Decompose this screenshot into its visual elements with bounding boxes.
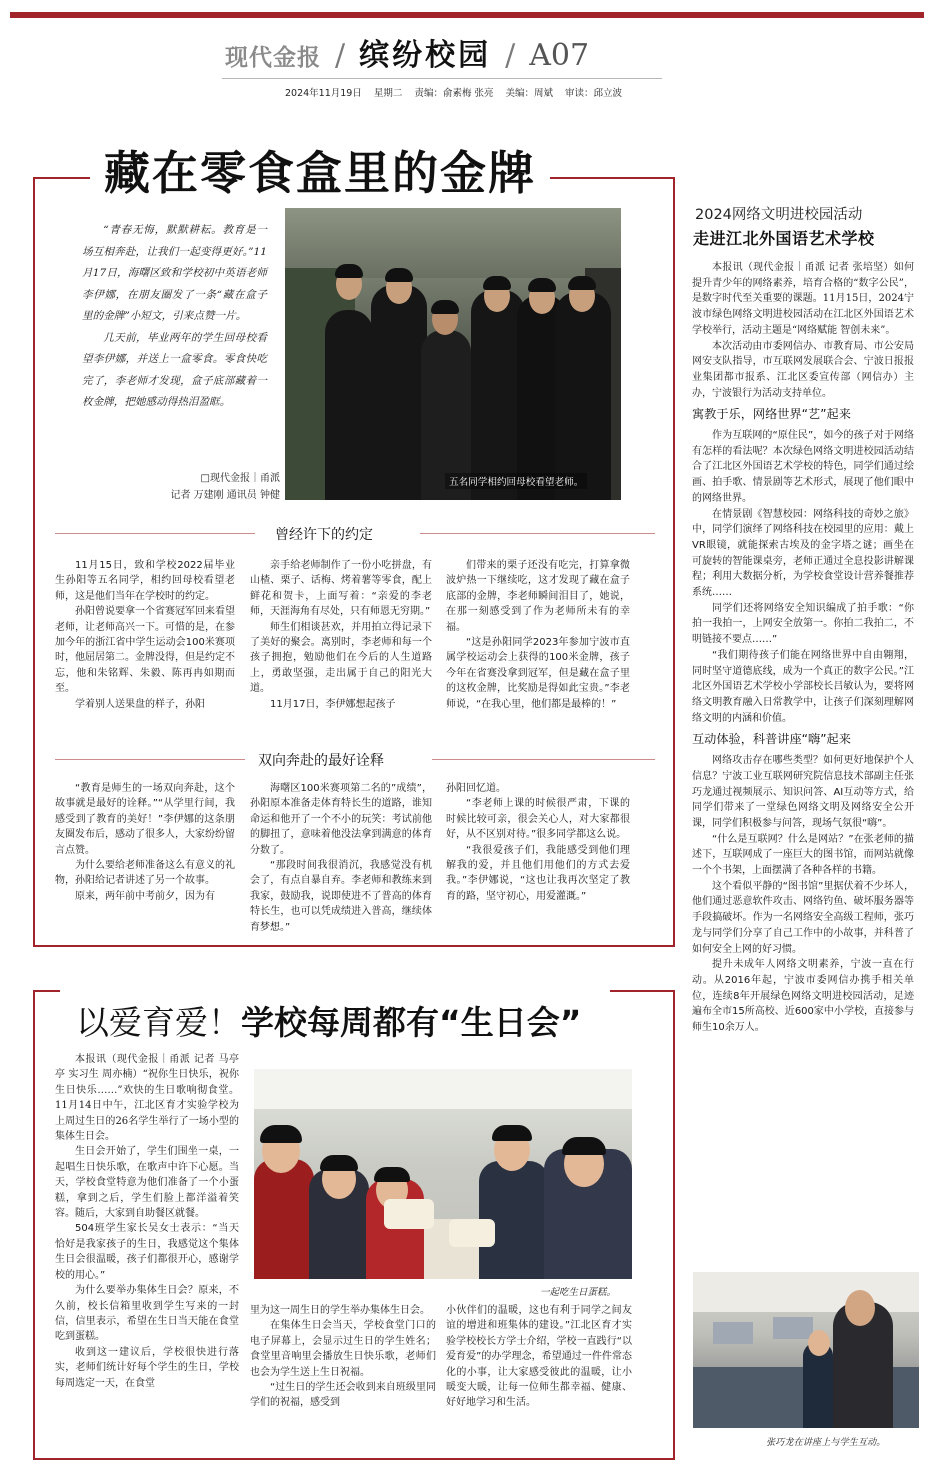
dateline-editor: 责编：俞素梅 张亮 — [414, 88, 494, 99]
story1-byline-source: □现代金报｜甬派 — [200, 473, 280, 484]
dateline-weekday: 星期二 — [373, 88, 403, 99]
story1-lead-paragraph: “青春无悔，默默耕耘。教育是一场互相奔赴，让我们一起变得更好。”11月17日，海曙区致和学校初中英语老师李伊娜，在朋友圈发了一条“藏在盒子里的金牌”小短文，引来点赞一片。 — [82, 224, 267, 322]
dateline-proofreader: 审读：邱立波 — [565, 88, 623, 99]
story1-photo-caption: 五名同学相约回母校看望老师。 — [445, 473, 587, 489]
story1-byline — [130, 470, 280, 504]
story2-photo-caption: 一起吃生日蛋糕。 — [540, 1287, 617, 1298]
paragraph: 原来，两年前中考前夕，因为有 — [75, 890, 215, 902]
story1-sec2-column-2 — [250, 781, 432, 935]
story1-lead — [82, 220, 267, 414]
paragraph: 们带来的栗子还没有吃完，打算拿微波炉热一下继续吃，这才发现了藏在盒子底部的金牌，李老师瞬间泪目了，她说，在那一刻感受到了作为老师所未有的幸福。 — [446, 560, 630, 633]
side-story-photo — [693, 1272, 919, 1428]
section-rule — [55, 759, 245, 760]
section-rule — [432, 759, 655, 760]
side-subhead-1: 寓教于乐，网络世界“艺”起来 — [692, 407, 851, 422]
section-rule — [55, 533, 255, 534]
paragraph: “我很爱孩子们，我能感受到他们理解我的爱，并且他们用他们的方式去爱我。”李伊娜说，“这也让我再次坚定了教育的路，坚守初心，用爱灌溉。” — [446, 844, 630, 902]
dateline-designer: 美编：周斌 — [505, 88, 554, 99]
top-color-bar — [10, 12, 924, 18]
paragraph: “这是孙阳同学2023年参加宁波市直属学校运动会上获得的100米金牌，孩子今年在省赛没拿到冠军，但是藏在盒子里的这枚金牌，比奖励是得如此宝贵。”李老师说，“在我心里，他们都是最棒的！” — [446, 637, 630, 710]
paragraph: 为什么要给老师准备这么有意义的礼物，孙阳给记者讲述了另一个故事。 — [55, 860, 235, 887]
story1-sec1-column-3 — [446, 558, 630, 712]
side-story-headline: 走进江北外国语艺术学校 — [693, 229, 875, 248]
side-story-body — [692, 260, 914, 1036]
masthead-divider: / — [505, 38, 516, 73]
paragraph: 里为这一周生日的学生举办集体生日会。 — [250, 1305, 430, 1316]
story2-column-2 — [250, 1303, 436, 1411]
masthead-divider: / — [335, 38, 346, 73]
masthead-page-number: A07 — [529, 38, 590, 73]
paragraph: 为什么要举办集体生日会？原来，不久前，校长信箱里收到学生写来的一封信，信里表示，希望在生日当天能在食堂吃到蛋糕。 — [55, 1285, 239, 1343]
side-subhead-2: 互动体验，科普讲座“嗨”起来 — [692, 732, 851, 747]
header-rule — [222, 78, 662, 79]
dateline — [285, 85, 631, 99]
paragraph: 网络攻击存在哪些类型？如何更好地保护个人信息？宁波工业互联网研究院信息技术部副主任张巧龙通过视频展示、知识问答、AI互动等方式，给同学们带来了一堂绿色网络文明及网络安全公开课，同学们积极参与问答，现场气氛很“嗨”。 — [692, 755, 914, 829]
story1-photo — [285, 208, 621, 500]
story2-column-3 — [446, 1303, 632, 1411]
paragraph: 小伙伴们的温暖，这也有利于同学之间友谊的增进和班集体的建设。”江北区育才实验学校校长方学士介绍，学校一直践行“以爱育爱”的办学理念，希望通过一件件常态化的小事，让大家感受彼此的温暖，让小暖变大暖，让每一位师生都幸福、健康、好好地学习和生活。 — [446, 1305, 632, 1409]
paragraph: 本报讯（现代金报｜甬派 记者 张培坚）如何提升青少年的网络素养，培育合格的“数字公民”，是数字时代至关重要的课题。11月15日，2024宁波市绿色网络文明进校园活动在江北区外国语艺术学校举行，活动主题是“网络赋能 智创未来”。 — [692, 262, 914, 336]
paragraph: 提升未成年人网络文明素养，宁波一直在行动。从2016年起，宁波市委网信办携手相关单位，连续8年开展绿色网络文明进校园活动，足迹遍布全市15所高校、近600家中小学校，直接参与师生10余万人。 — [692, 959, 914, 1034]
paragraph: 本次活动由市委网信办、市教育局、市公安局网安支队指导，市互联网发展联合会、宁波日报报业集团都市报系、江北区委宣传部（网信办）主办，宁波银行为活动支持单位。 — [692, 340, 914, 399]
paragraph: 作为互联网的“原住民”，如今的孩子对于网络有怎样的看法呢？本次绿色网络文明进校园活动结合了江北区外国语艺术学校的特色，同学们通过绘画、拍手歌、情景剧等艺术形式，展现了他们眼中的网络世界。 — [692, 430, 914, 504]
story2-headline — [66, 1000, 591, 1046]
story1-sec1-column-1 — [55, 558, 235, 712]
story1-headline: 藏在零食盒里的金牌 — [90, 142, 550, 204]
paragraph: 孙阳回忆道。 — [446, 783, 506, 794]
paragraph: 在情景剧《智慧校园：网络科技的奇妙之旅》中，同学们演绎了网络科技在校园里的应用：戴上VR眼镜，就能探索古埃及的金字塔之谜；画坐在可旋转的智能课桌旁，老师正通过全息投影讲解课程；利用大数据分析，为学校食堂设计营养餐推荐系统…… — [692, 508, 914, 599]
paragraph: 504班学生家长吴女士表示：“当天恰好是我家孩子的生日，我感觉这个集体生日会很温暖，孩子们都很开心，感谢学校的用心。” — [55, 1223, 239, 1281]
story2-headline-main: 学校每周都有“生日会” — [241, 1003, 582, 1042]
paragraph: 这个看似平静的“图书馆”里据伏着不少坏人，他们通过恶意软件攻击、网络钓鱼、破坏服务器等手段搞破坏。作为一名网络安全高级工程师，张巧龙与同学们分享了自己工作中的小故事，并科普了如何安全上网的好习惯。 — [692, 880, 914, 955]
side-story-photo-caption: 张巧龙在讲座上与学生互动。 — [766, 1437, 886, 1448]
paragraph: “我们期待孩子们能在网络世界中自由翱翔，同时坚守道德底线，成为一个真正的数字公民。”江北区外国语艺术学校小学部校长吕敏认为，要将网络文明教育融入日常教学中，让孩子们深刻理解网络文明的内涵和价值。 — [692, 649, 914, 724]
paragraph: “那段时间我很消沉，我感觉没有机会了，有点自暴自弃。李老师和教练来到我家，鼓励我，说即使进不了普高的体育特长生，也可以凭成绩进入普高，继续体育梦想。” — [250, 860, 432, 933]
paragraph: 在集体生日会当天，学校食堂门口的电子屏幕上，会显示过生日的学生姓名；食堂里音响里会播放生日快乐歌，老师们也会为学生送上生日祝福。 — [250, 1320, 436, 1378]
story2-column-1 — [55, 1052, 239, 1391]
side-story-kicker: 2024网络文明进校园活动 — [695, 207, 863, 223]
paragraph: 亲手给老师制作了一份小吃拼盘，有山楂、栗子、话梅、烤着薯等零食，配上鲜花和贺卡，上面写着：“亲爱的李老师，天涯海角有尽处，只有师恩无穷期。” — [250, 560, 432, 618]
dateline-date: 2024年11月19日 — [285, 88, 362, 99]
story2-frame-top — [33, 990, 60, 992]
story1-sec2-column-3 — [446, 781, 630, 904]
paragraph: 11月15日，致和学校2022届毕业生孙阳等五名同学，相约回母校看望老师，这是他们当年在学校时的约定。 — [55, 560, 235, 602]
story2-headline-lead: 以爱育爱！ — [76, 1003, 241, 1042]
paragraph: 孙阳曾说要拿一个省赛冠军回来看望老师，让老师高兴一下。可惜的是，在参加今年的浙江省中学生运动会100米赛项时，他屈居第二。金牌没得，但是约定不忘，他和朱铭辉、朱毅、陈再冉如期而至。 — [55, 606, 235, 695]
paragraph: 收到这一建议后，学校很快进行落实，老师们统计好每个学生的生日，学校每周选定一天，在食堂 — [55, 1346, 239, 1389]
paragraph: 师生们相谈甚欢，并用拍立得记录下了美好的聚会。离别时，李老师和每一个孩子拥抱，勉励他们在今后的人生道路上，勇敢坚强，走出属于自己的阳光大道。 — [250, 621, 432, 695]
story1-sec1-column-2 — [250, 558, 432, 712]
story1-subhead-2: 双向奔赴的最好诠释 — [258, 753, 384, 769]
paragraph: 学着别人送果盘的样子，孙阳 — [75, 698, 205, 710]
paragraph: 本报讯（现代金报｜甬派 记者 马亭亭 实习生 周亦楠）“祝你生日快乐，祝你生日快乐……”欢快的生日歌响彻食堂。11月14日中午，江北区育才实验学校为上周过生日的26名学生举行了一场小型的集体生日会。 — [55, 1054, 239, 1143]
paragraph: “李老师上课的时候很严肃，下课的时候比较可亲，很会关心人，对大家都很好，从不区别对待。”很多同学都这么说。 — [446, 798, 630, 841]
story1-lead-paragraph: 几天前，毕业两年的学生回母校看望李伊娜，并送上一盒零食。零食快吃完了，李老师才发现，盒子底部藏着一枚金牌，把她感动得热泪盈眶。 — [82, 331, 267, 408]
story1-byline-reporters: 记者 万建刚 通讯员 钟健 — [170, 490, 280, 501]
paragraph: 11月17日，李伊娜想起孩子 — [270, 698, 396, 710]
story2-frame-top — [610, 990, 675, 992]
paragraph: “教育是师生的一场双向奔赴，这个故事就是最好的诠释。”“从学里行间，我感受到了教育的美好！”李伊娜的这条朋友圈发布后，感动了很多人，大家纷纷留言点赞。 — [55, 783, 235, 856]
masthead — [225, 30, 590, 73]
masthead-column: 缤纷校园 — [359, 38, 492, 73]
paragraph: 同学们还将网络安全知识编成了拍手歌：“你拍一我拍一，上网安全放第一。你拍二我拍二，不明链接不要点……” — [692, 602, 914, 646]
story1-subhead-1: 曾经许下的约定 — [275, 527, 373, 543]
paragraph: “什么是互联网？什么是网站？”在张老师的描述下，互联网成了一座巨大的图书馆，而网站就像一个个书架，上面摆满了各种各样的书籍。 — [692, 833, 914, 877]
paragraph: 海曙区100米赛项第二名的”成绩”，孙阳原本准备走体育特长生的道路，谁知命运和他开了一个不小的玩笑：考试前他的脚扭了，意味着他没法拿到满意的体育分数了。 — [250, 783, 432, 856]
paragraph: 生日会开始了，学生们围坐一桌，一起唱生日快乐歌，在歌声中许下心愿。当天，学校食堂特意为他们准备了一个小蛋糕，拿到之后，学生们脸上都洋溢着笑容。随后，大家到自助餐区就餐。 — [55, 1146, 239, 1220]
section-rule — [420, 533, 655, 534]
masthead-paper: 现代金报 — [225, 44, 321, 71]
paragraph: “过生日的学生还会收到来自班级里同学们的祝福，感受到 — [250, 1382, 436, 1409]
story2-photo — [254, 1069, 632, 1279]
story1-sec2-column-1 — [55, 781, 235, 904]
